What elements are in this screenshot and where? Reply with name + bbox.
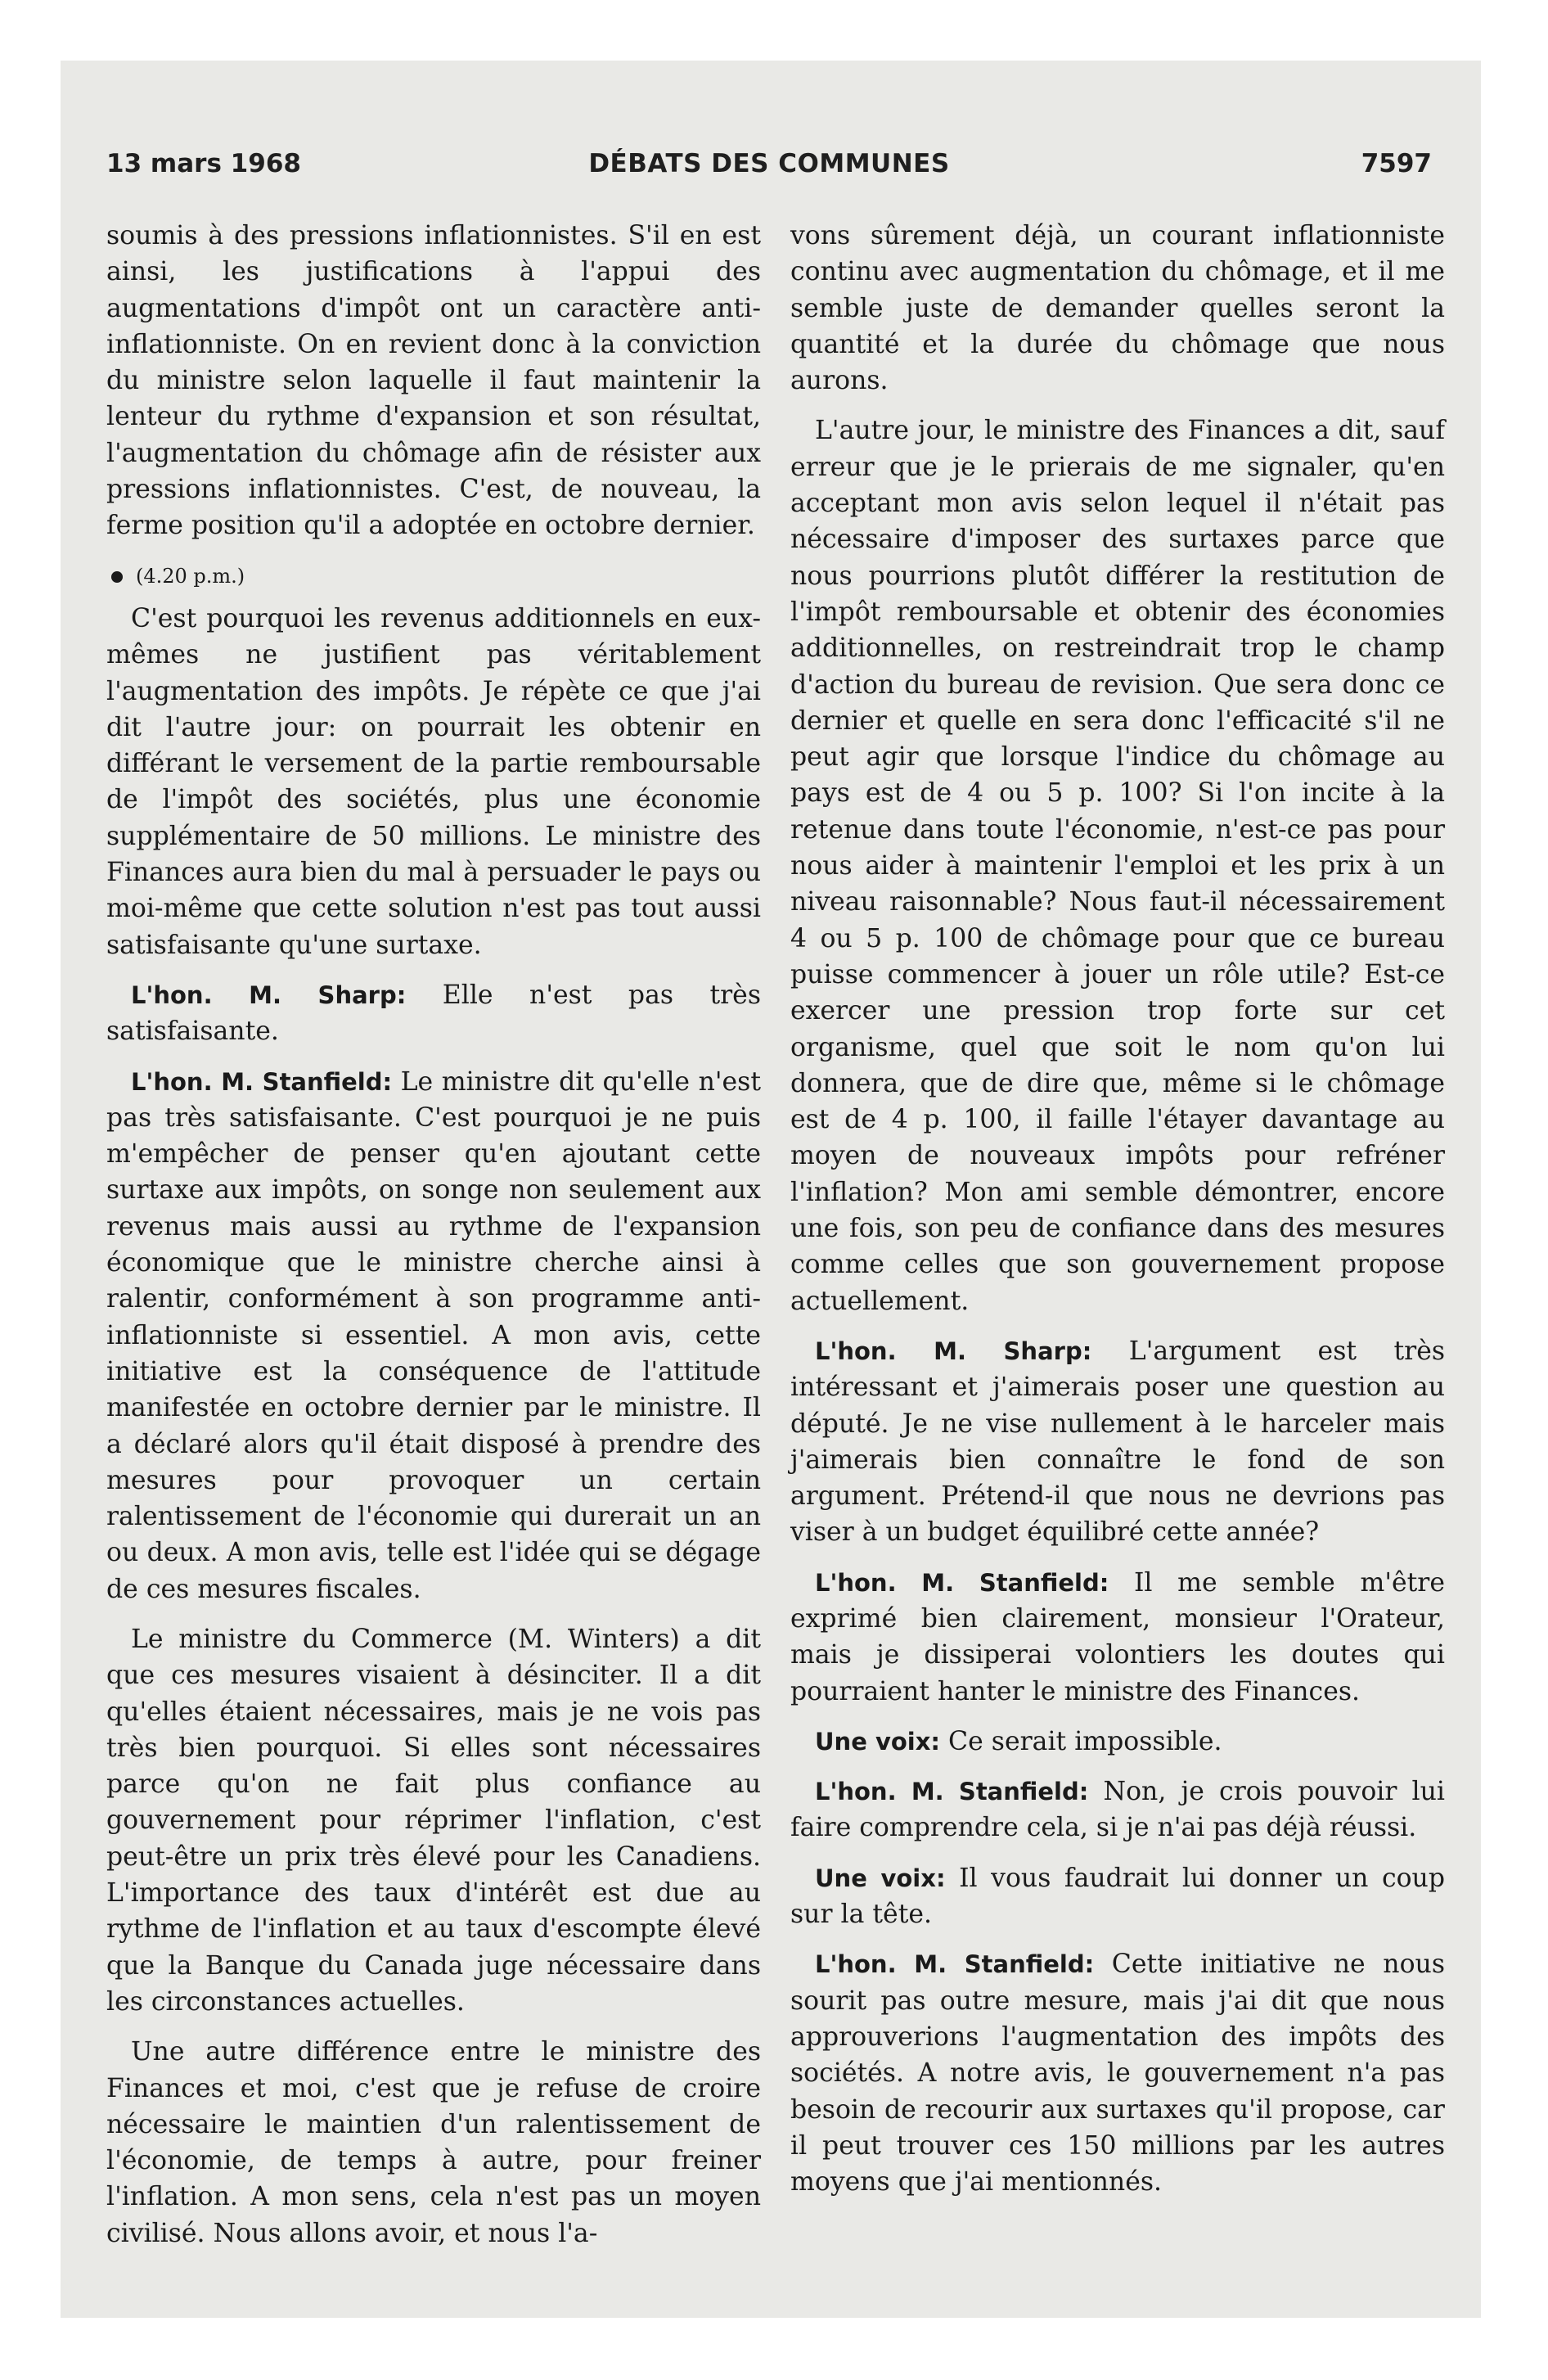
speech-text: L'argument est très intéressant et j'aimerais poser une question au député. Je ne vise nullement à le harceler mais j'aimerais bien connaître le fond de son argument. Prétend-il que nous ne devrions pas viser à un budget équilibré cette année?	[790, 1336, 1446, 1548]
paragraph: Une autre différence entre le ministre des Finances et moi, c'est que je refuse de croire nécessaire le maintien d'un ralentissement de l'économie, de temps à autre, pour freiner l'inflation. A mon sens, cela n'est pas un moyen civilisé. Nous allons avoir, et nous l'a-	[106, 2037, 761, 2248]
speaker-name: L'hon. M. Stanfield:	[131, 1067, 393, 1096]
speech	[790, 1724, 1445, 1760]
speech	[790, 1565, 1445, 1710]
time-marker	[106, 558, 761, 594]
paragraph: Le ministre du Commerce (M. Winters) a dit que ces mesures visaient à désinciter. Il a dit qu'elles étaient nécessaires, mais je ne vois pas très bien pourquoi. Si elles sont nécessaires parce qu'on ne fait plus confiance au gouvernement pour réprimer l'inflation, c'est peut-être un prix très élevé pour les Canadiens. L'importance des taux d'intérêt est due au rythme de l'inflation et au taux d'escompte élevé que la Banque du Canada juge nécessaire dans les circonstances actuelles.	[106, 1624, 761, 2017]
speech-text: Elle n'est pas très satisfaisante.	[106, 980, 761, 1047]
left-column	[106, 218, 761, 2265]
speaker-name: L'hon. M. Stanfield:	[815, 1568, 1109, 1597]
speaker-name: Une voix:	[815, 1727, 941, 1756]
page-number: 7597	[1361, 149, 1432, 178]
page-header	[106, 149, 1432, 190]
paragraph: soumis à des pressions inflationnistes. S'il en est ainsi, les justifications à l'appui des augmentations d'impôt ont un caractère anti-inflationniste. On en revient donc à la conviction du ministre selon laquelle il faut maintenir la lenteur du rythme d'expansion et son résultat, l'augmentation du chômage afin de résister aux pressions inflationnistes. C'est, de nouveau, la ferme position qu'il a adoptée en octobre dernier.	[106, 221, 761, 541]
speech	[106, 1064, 761, 1607]
speaker-name: L'hon. M. Sharp:	[131, 980, 407, 1009]
speech	[790, 1860, 1445, 1933]
speech-text: Il vous faudrait lui donner un coup sur la tête.	[790, 1863, 1446, 1930]
paragraph: C'est pourquoi les revenus additionnels en eux-mêmes ne justifient pas véritablement l'augmentation des impôts. Je répète ce que j'ai dit l'autre jour: on pourrait les obtenir en différant le versement de la partie remboursable de l'impôt des sociétés, plus une économie supplémentaire de 50 millions. Le ministre des Finances aura bien du mal à persuader le pays ou moi-même que cette solution n'est pas tout aussi satisfaisante qu'une surtaxe.	[106, 603, 761, 960]
speaker-name: Une voix:	[815, 1864, 946, 1892]
speech-text: Non, je crois pouvoir lui faire comprendre cela, si je n'ai pas déjà réussi.	[790, 1777, 1445, 1843]
speech	[790, 1946, 1445, 2200]
paragraph: L'autre jour, le ministre des Finances a dit, sauf erreur que je le prierais de me signaler, qu'en acceptant mon avis selon lequel il n'était pas nécessaire d'imposer des surtaxes parce que nous pourrions plutôt différer la restitution de l'impôt remboursable et obtenir des économies additionnelles, on restreindrait trop le champ d'action du bureau de revision. Que sera donc ce dernier et quelle en sera donc l'efficacité s'il ne peut agir que lorsque l'indice du chômage au pays est de 4 ou 5 p. 100? Si l'on incite à la retenue dans toute l'économie, n'est-ce pas pour nous aider à maintenir l'emploi et les prix à un niveau raisonnable? Nous faut-il nécessairement 4 ou 5 p. 100 de chômage pour que ce bureau puisse commencer à jouer un rôle utile? Est-ce exercer une pression trop forte sur cet organisme, quel que soit le nom qu'on lui donnera, que de dire que, même si le chômage est de 4 p. 100, il faille l'étayer davantage au moyen de nouveaux impôts pour refréner l'inflation? Mon ami semble démontrer, encore une fois, son peu de confiance dans des mesures comme celles que son gouvernement propose actuellement.	[790, 416, 1445, 1316]
speech	[106, 977, 761, 1050]
speech-text: Il me semble m'être exprimé bien clairement, monsieur l'Orateur, mais je dissiperai volontiers les doutes qui pourraient hanter le ministre des Finances.	[790, 1567, 1445, 1706]
bullet-icon	[111, 571, 123, 583]
speech	[790, 1774, 1445, 1846]
speech-text: Ce serait impossible.	[948, 1726, 1222, 1756]
right-column	[790, 218, 1445, 2214]
speech	[790, 1333, 1445, 1551]
header-date: 13 mars 1968	[106, 149, 301, 178]
time-marker-text: (4.20 p.m.)	[136, 564, 245, 588]
speech-text: Le ministre dit qu'elle n'est pas très satisfaisante. C'est pourquoi je ne puis m'empêcher de penser qu'en ajoutant cette surtaxe aux impôts, on songe non seulement aux revenus mais aussi au rythme de l'expansion économique que le ministre cherche ainsi à ralentir, conformément à son programme anti-inflationniste si essentiel. A mon avis, cette initiative est la conséquence de l'attitude manifestée en octobre dernier par le ministre. Il a déclaré alors qu'il était disposé à prendre des mesures pour provoquer un certain ralentissement de l'économie qui durerait un an ou deux. A mon avis, telle est l'idée qui se dégage de ces mesures fiscales.	[106, 1066, 761, 1604]
speaker-name: L'hon. M. Stanfield:	[815, 1950, 1095, 1979]
header-title: DÉBATS DES COMMUNES	[588, 149, 950, 178]
speaker-name: L'hon. M. Stanfield:	[815, 1778, 1089, 1806]
paragraph: vons sûrement déjà, un courant inflationniste continu avec augmentation du chômage, et il me semble juste de demander quelles seront la quantité et la durée du chômage que nous aurons.	[790, 221, 1445, 396]
speaker-name: L'hon. M. Sharp:	[815, 1336, 1092, 1365]
speech-text: Cette initiative ne nous sourit pas outre mesure, mais j'ai dit que nous approuverions l'augmentation des impôts des sociétés. A notre avis, le gouvernement n'a pas besoin de recourir aux surtaxes qu'il propose, car il peut trouver ces 150 millions par les autres moyens que j'ai mentionnés.	[790, 1950, 1445, 2197]
